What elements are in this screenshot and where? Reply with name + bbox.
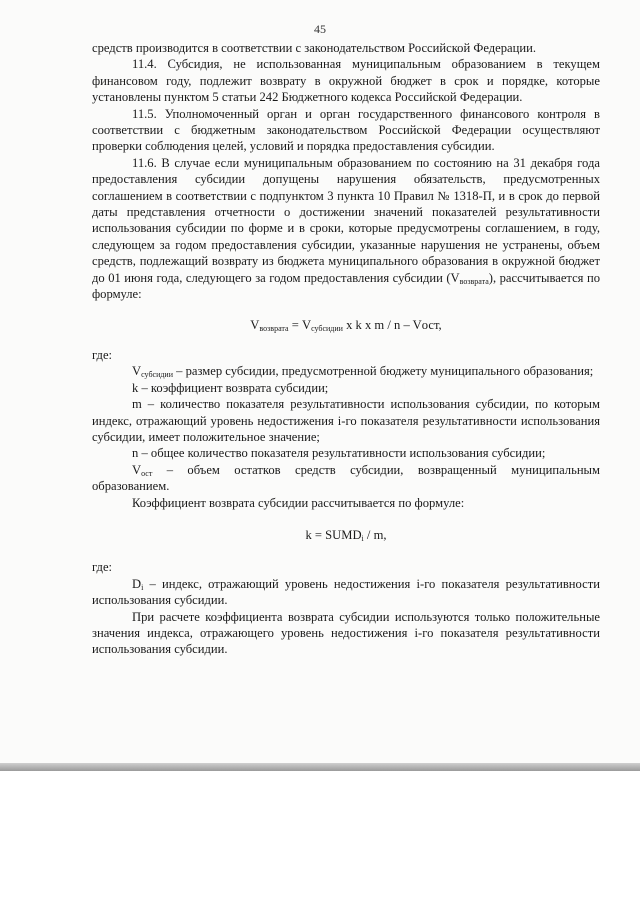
definition-v-remainder: $V_{ост}$ – объем остатков средств субсидии, возвращенный муниципальным образованием.	[92, 462, 600, 494]
formula-coefficient: $k = SUMD_i / m$,	[305, 527, 387, 543]
paragraph-continuation: средств производится в соответствии с законодательством Российской Федерации.	[92, 41, 536, 55]
definition-m: m – количество показателя результативности использования субсидии, по которым индекс, отражающий уровень недостижения i-го показателя результативности использования субсидии, имеет положительное значение;	[92, 397, 600, 444]
paragraph-positive-values: При расчете коэффициента возврата субсидии используются только положительные значения индекса, отражающего уровень недостижения i-го показателя результативности использования субсидии.	[92, 609, 600, 657]
formula-refund: $V_{возврата} = V_{субсидии}$ x k x m / n – Vост,	[250, 317, 442, 333]
scan-edge	[0, 763, 640, 771]
document-body	[92, 40, 600, 658]
definition-d: $D_i$ – индекс, отражающий уровень недостижения i-го показателя результативности использования субсидии.	[92, 576, 600, 608]
where-label: где:	[92, 347, 113, 362]
definition-k: k – коэффициент возврата субсидии;	[132, 380, 329, 395]
paragraph-11-6: 11.6. В случае если муниципальным образованием по состоянию на 31 декабря года предоставления субсидии допущены нарушения обязательств, предусмотренных соглашением в соответствии с подпунктом 3 пункта 10 Правил № 1318-П, и в срок до первой даты представления отчетности о достижении значений показателей результативности использования субсидии по форме и в сроки, которые предусмотрены соглашением, в году, следующем за годом предоставления субсидии, указанные нарушения не устранены, объем средств, подлежащий возврату из бюджета муниципального образования в окружной бюджет до 01 июня года, следующего за годом предоставления субсидии $(V_{возврата})$, рассчитывается по формуле:	[92, 155, 601, 302]
page-number: 45	[314, 22, 326, 36]
paragraph-11-4: 11.4. Субсидия, не использованная муниципальным образованием в текущем финансовом году, подлежит возврату в окружной бюджет в срок и порядке, которые установлены пунктом 5 статьи 242 Бюджетного кодекса Российской Федерации.	[92, 57, 600, 105]
where-label-2: где:	[92, 560, 113, 575]
paragraph-11-5: 11.5. Уполномоченный орган и орган государственного финансового контроля в соответствии с бюджетным законодательством Российской Федерации осуществляют проверки соблюдения целей, условий и порядка предоставления субсидии.	[92, 106, 600, 154]
definition-n: n – общее количество показателя результативности использования субсидии;	[132, 446, 546, 461]
definition-v-subsidy: $V_{субсидии}$ – размер субсидии, предусмотренной бюджету муниципального образования;	[132, 364, 594, 380]
coefficient-intro: Коэффициент возврата субсидии рассчитывается по формуле:	[132, 495, 465, 510]
